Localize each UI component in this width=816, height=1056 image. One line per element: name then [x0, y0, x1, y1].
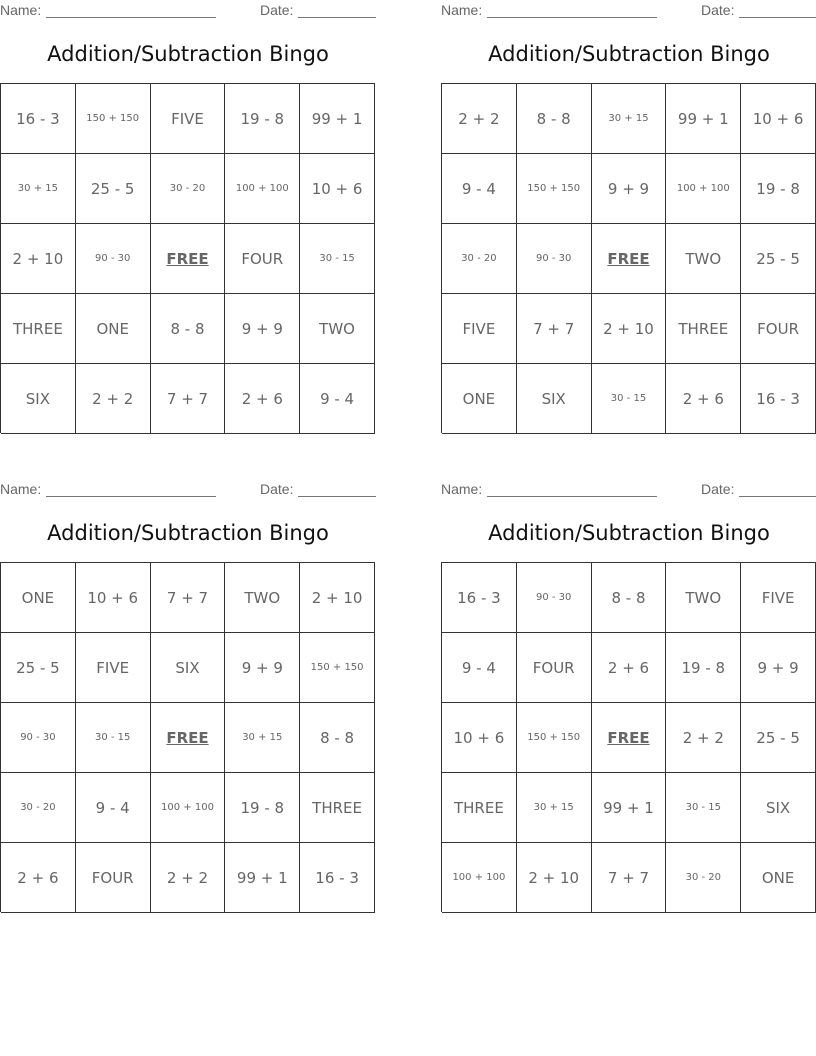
name-date-header	[0, 481, 376, 499]
bingo-cell[interactable]: TWO	[300, 294, 375, 364]
bingo-cell[interactable]: 30 - 20	[151, 154, 226, 224]
bingo-cell[interactable]: 9 - 4	[442, 154, 517, 224]
bingo-cell[interactable]: 30 + 15	[225, 703, 300, 773]
bingo-cell[interactable]: 2 + 6	[225, 364, 300, 434]
bingo-cell[interactable]: 19 - 8	[741, 154, 816, 224]
bingo-cell[interactable]: 90 - 30	[517, 563, 592, 633]
bingo-cell[interactable]: 16 - 3	[300, 843, 375, 913]
free-space-cell[interactable]: FREE	[592, 703, 667, 773]
bingo-cell[interactable]: 10 + 6	[76, 563, 151, 633]
card-title: Addition/Subtraction Bingo	[47, 42, 329, 66]
bingo-cell[interactable]: 8 - 8	[517, 84, 592, 154]
bingo-row	[1, 364, 375, 434]
bingo-cell[interactable]: 99 + 1	[225, 843, 300, 913]
bingo-cell[interactable]: 16 - 3	[741, 364, 816, 434]
bingo-cell[interactable]: 150 + 150	[517, 703, 592, 773]
bingo-cell[interactable]: 30 + 15	[1, 154, 76, 224]
bingo-cell[interactable]: 2 + 6	[592, 633, 667, 703]
bingo-cell[interactable]: 19 - 8	[225, 773, 300, 843]
bingo-cell[interactable]: 8 - 8	[592, 563, 667, 633]
date-field[interactable]	[298, 17, 376, 18]
date-label: Date:	[701, 481, 735, 497]
bingo-cell[interactable]: FIVE	[442, 294, 517, 364]
date-label: Date:	[701, 2, 735, 18]
free-space-cell[interactable]: FREE	[151, 224, 226, 294]
bingo-cell[interactable]: THREE	[1, 294, 76, 364]
bingo-cell[interactable]: ONE	[1, 563, 76, 633]
name-field[interactable]	[487, 17, 657, 18]
bingo-cell[interactable]: 30 - 15	[666, 773, 741, 843]
bingo-cell[interactable]: 100 + 100	[151, 773, 226, 843]
bingo-row	[442, 224, 816, 294]
bingo-cell[interactable]: 2 + 10	[300, 563, 375, 633]
bingo-cell[interactable]: ONE	[442, 364, 517, 434]
bingo-cell[interactable]: 100 + 100	[225, 154, 300, 224]
bingo-cell[interactable]: 7 + 7	[592, 843, 667, 913]
bingo-cell[interactable]: 150 + 150	[76, 84, 151, 154]
bingo-cell[interactable]: 2 + 2	[151, 843, 226, 913]
bingo-cell[interactable]: 90 - 30	[1, 703, 76, 773]
bingo-cell[interactable]: 30 - 15	[300, 224, 375, 294]
bingo-cell[interactable]: 9 - 4	[442, 633, 517, 703]
bingo-row	[1, 224, 375, 294]
bingo-row	[442, 703, 816, 773]
name-label: Name:	[0, 2, 42, 18]
bingo-cell[interactable]: 25 - 5	[741, 703, 816, 773]
bingo-cell[interactable]: TWO	[666, 563, 741, 633]
name-field[interactable]	[46, 496, 216, 497]
name-date-header	[0, 2, 376, 20]
bingo-row	[442, 154, 816, 224]
bingo-cell[interactable]: 16 - 3	[442, 563, 517, 633]
bingo-cell[interactable]: 90 - 30	[517, 224, 592, 294]
bingo-cell[interactable]: 9 + 9	[225, 633, 300, 703]
bingo-cell[interactable]: 99 + 1	[666, 84, 741, 154]
date-label: Date:	[260, 481, 294, 497]
date-label: Date:	[260, 2, 294, 18]
bingo-row	[442, 843, 816, 913]
bingo-cell[interactable]: 99 + 1	[592, 773, 667, 843]
bingo-cell[interactable]: THREE	[300, 773, 375, 843]
bingo-grid	[0, 83, 375, 433]
bingo-row	[442, 773, 816, 843]
bingo-row	[1, 843, 375, 913]
bingo-cell[interactable]: 30 + 15	[592, 84, 667, 154]
bingo-cell[interactable]: SIX	[1, 364, 76, 434]
free-space-cell[interactable]: FREE	[592, 224, 667, 294]
bingo-cell[interactable]: 2 + 10	[592, 294, 667, 364]
bingo-cell[interactable]: 30 - 15	[592, 364, 667, 434]
card-title: Addition/Subtraction Bingo	[488, 42, 770, 66]
name-label: Name:	[441, 481, 483, 497]
bingo-cell[interactable]: 19 - 8	[225, 84, 300, 154]
bingo-cell[interactable]: 16 - 3	[1, 84, 76, 154]
bingo-cell[interactable]: FOUR	[225, 224, 300, 294]
bingo-cell[interactable]: FOUR	[517, 633, 592, 703]
name-label: Name:	[441, 2, 483, 18]
card-title: Addition/Subtraction Bingo	[47, 521, 329, 545]
bingo-cell[interactable]: 100 + 100	[442, 843, 517, 913]
bingo-cell[interactable]: TWO	[666, 224, 741, 294]
bingo-row	[442, 84, 816, 154]
bingo-cell[interactable]: 9 + 9	[592, 154, 667, 224]
bingo-cell[interactable]: 30 - 20	[442, 224, 517, 294]
bingo-cell[interactable]: 30 + 15	[517, 773, 592, 843]
bingo-row	[442, 294, 816, 364]
free-space-cell[interactable]: FREE	[151, 703, 226, 773]
bingo-cell[interactable]: 2 + 6	[666, 364, 741, 434]
bingo-cell[interactable]: 7 + 7	[151, 364, 226, 434]
bingo-cell[interactable]: ONE	[76, 294, 151, 364]
bingo-cell[interactable]: 10 + 6	[300, 154, 375, 224]
bingo-cell[interactable]: 19 - 8	[666, 633, 741, 703]
bingo-cell[interactable]: SIX	[741, 773, 816, 843]
name-field[interactable]	[487, 496, 657, 497]
name-field[interactable]	[46, 17, 216, 18]
name-label: Name:	[0, 481, 42, 497]
bingo-cell[interactable]: FIVE	[151, 84, 226, 154]
bingo-row	[1, 703, 375, 773]
bingo-cell[interactable]: 8 - 8	[151, 294, 226, 364]
name-date-header	[441, 2, 816, 20]
bingo-cell[interactable]: 25 - 5	[76, 154, 151, 224]
bingo-row	[1, 773, 375, 843]
bingo-cell[interactable]: 10 + 6	[442, 703, 517, 773]
bingo-cell[interactable]: THREE	[442, 773, 517, 843]
bingo-grid	[441, 83, 816, 433]
name-date-header	[441, 481, 816, 499]
bingo-cell[interactable]: 9 + 9	[741, 633, 816, 703]
bingo-cell[interactable]: 2 + 6	[1, 843, 76, 913]
bingo-cell[interactable]: FOUR	[741, 294, 816, 364]
bingo-cell[interactable]: FOUR	[76, 843, 151, 913]
bingo-cell[interactable]: 9 - 4	[300, 364, 375, 434]
bingo-row	[1, 84, 375, 154]
bingo-cell[interactable]: 150 + 150	[300, 633, 375, 703]
bingo-cell[interactable]: 2 + 10	[1, 224, 76, 294]
bingo-cell[interactable]: 2 + 2	[666, 703, 741, 773]
bingo-cell[interactable]: 25 - 5	[1, 633, 76, 703]
bingo-cell[interactable]: THREE	[666, 294, 741, 364]
bingo-cell[interactable]: 10 + 6	[741, 84, 816, 154]
bingo-cell[interactable]: 7 + 7	[517, 294, 592, 364]
bingo-row	[1, 563, 375, 633]
bingo-cell[interactable]: 2 + 10	[517, 843, 592, 913]
card-title: Addition/Subtraction Bingo	[488, 521, 770, 545]
bingo-cell[interactable]: 30 - 20	[1, 773, 76, 843]
bingo-grid	[0, 562, 375, 912]
date-field[interactable]	[739, 17, 816, 18]
bingo-cell[interactable]: 150 + 150	[517, 154, 592, 224]
bingo-cell[interactable]: FIVE	[741, 563, 816, 633]
bingo-cell[interactable]: SIX	[151, 633, 226, 703]
bingo-cell[interactable]: SIX	[517, 364, 592, 434]
bingo-cell[interactable]: 9 + 9	[225, 294, 300, 364]
bingo-row	[1, 633, 375, 703]
bingo-row	[442, 364, 816, 434]
bingo-row	[442, 563, 816, 633]
bingo-cell[interactable]: 30 - 15	[76, 703, 151, 773]
bingo-row	[1, 154, 375, 224]
bingo-grid	[441, 562, 816, 912]
bingo-cell[interactable]: 2 + 2	[442, 84, 517, 154]
bingo-cell[interactable]: 2 + 2	[76, 364, 151, 434]
bingo-cell[interactable]: 99 + 1	[300, 84, 375, 154]
bingo-cell[interactable]: 30 - 20	[666, 843, 741, 913]
bingo-cell[interactable]: 25 - 5	[741, 224, 816, 294]
bingo-cell[interactable]: ONE	[741, 843, 816, 913]
bingo-cell[interactable]: 8 - 8	[300, 703, 375, 773]
bingo-cell[interactable]: TWO	[225, 563, 300, 633]
bingo-cell[interactable]: 9 - 4	[76, 773, 151, 843]
bingo-cell[interactable]: 100 + 100	[666, 154, 741, 224]
bingo-cell[interactable]: 90 - 30	[76, 224, 151, 294]
bingo-row	[1, 294, 375, 364]
bingo-row	[442, 633, 816, 703]
date-field[interactable]	[298, 496, 376, 497]
bingo-cell[interactable]: 7 + 7	[151, 563, 226, 633]
date-field[interactable]	[739, 496, 816, 497]
bingo-cell[interactable]: FIVE	[76, 633, 151, 703]
